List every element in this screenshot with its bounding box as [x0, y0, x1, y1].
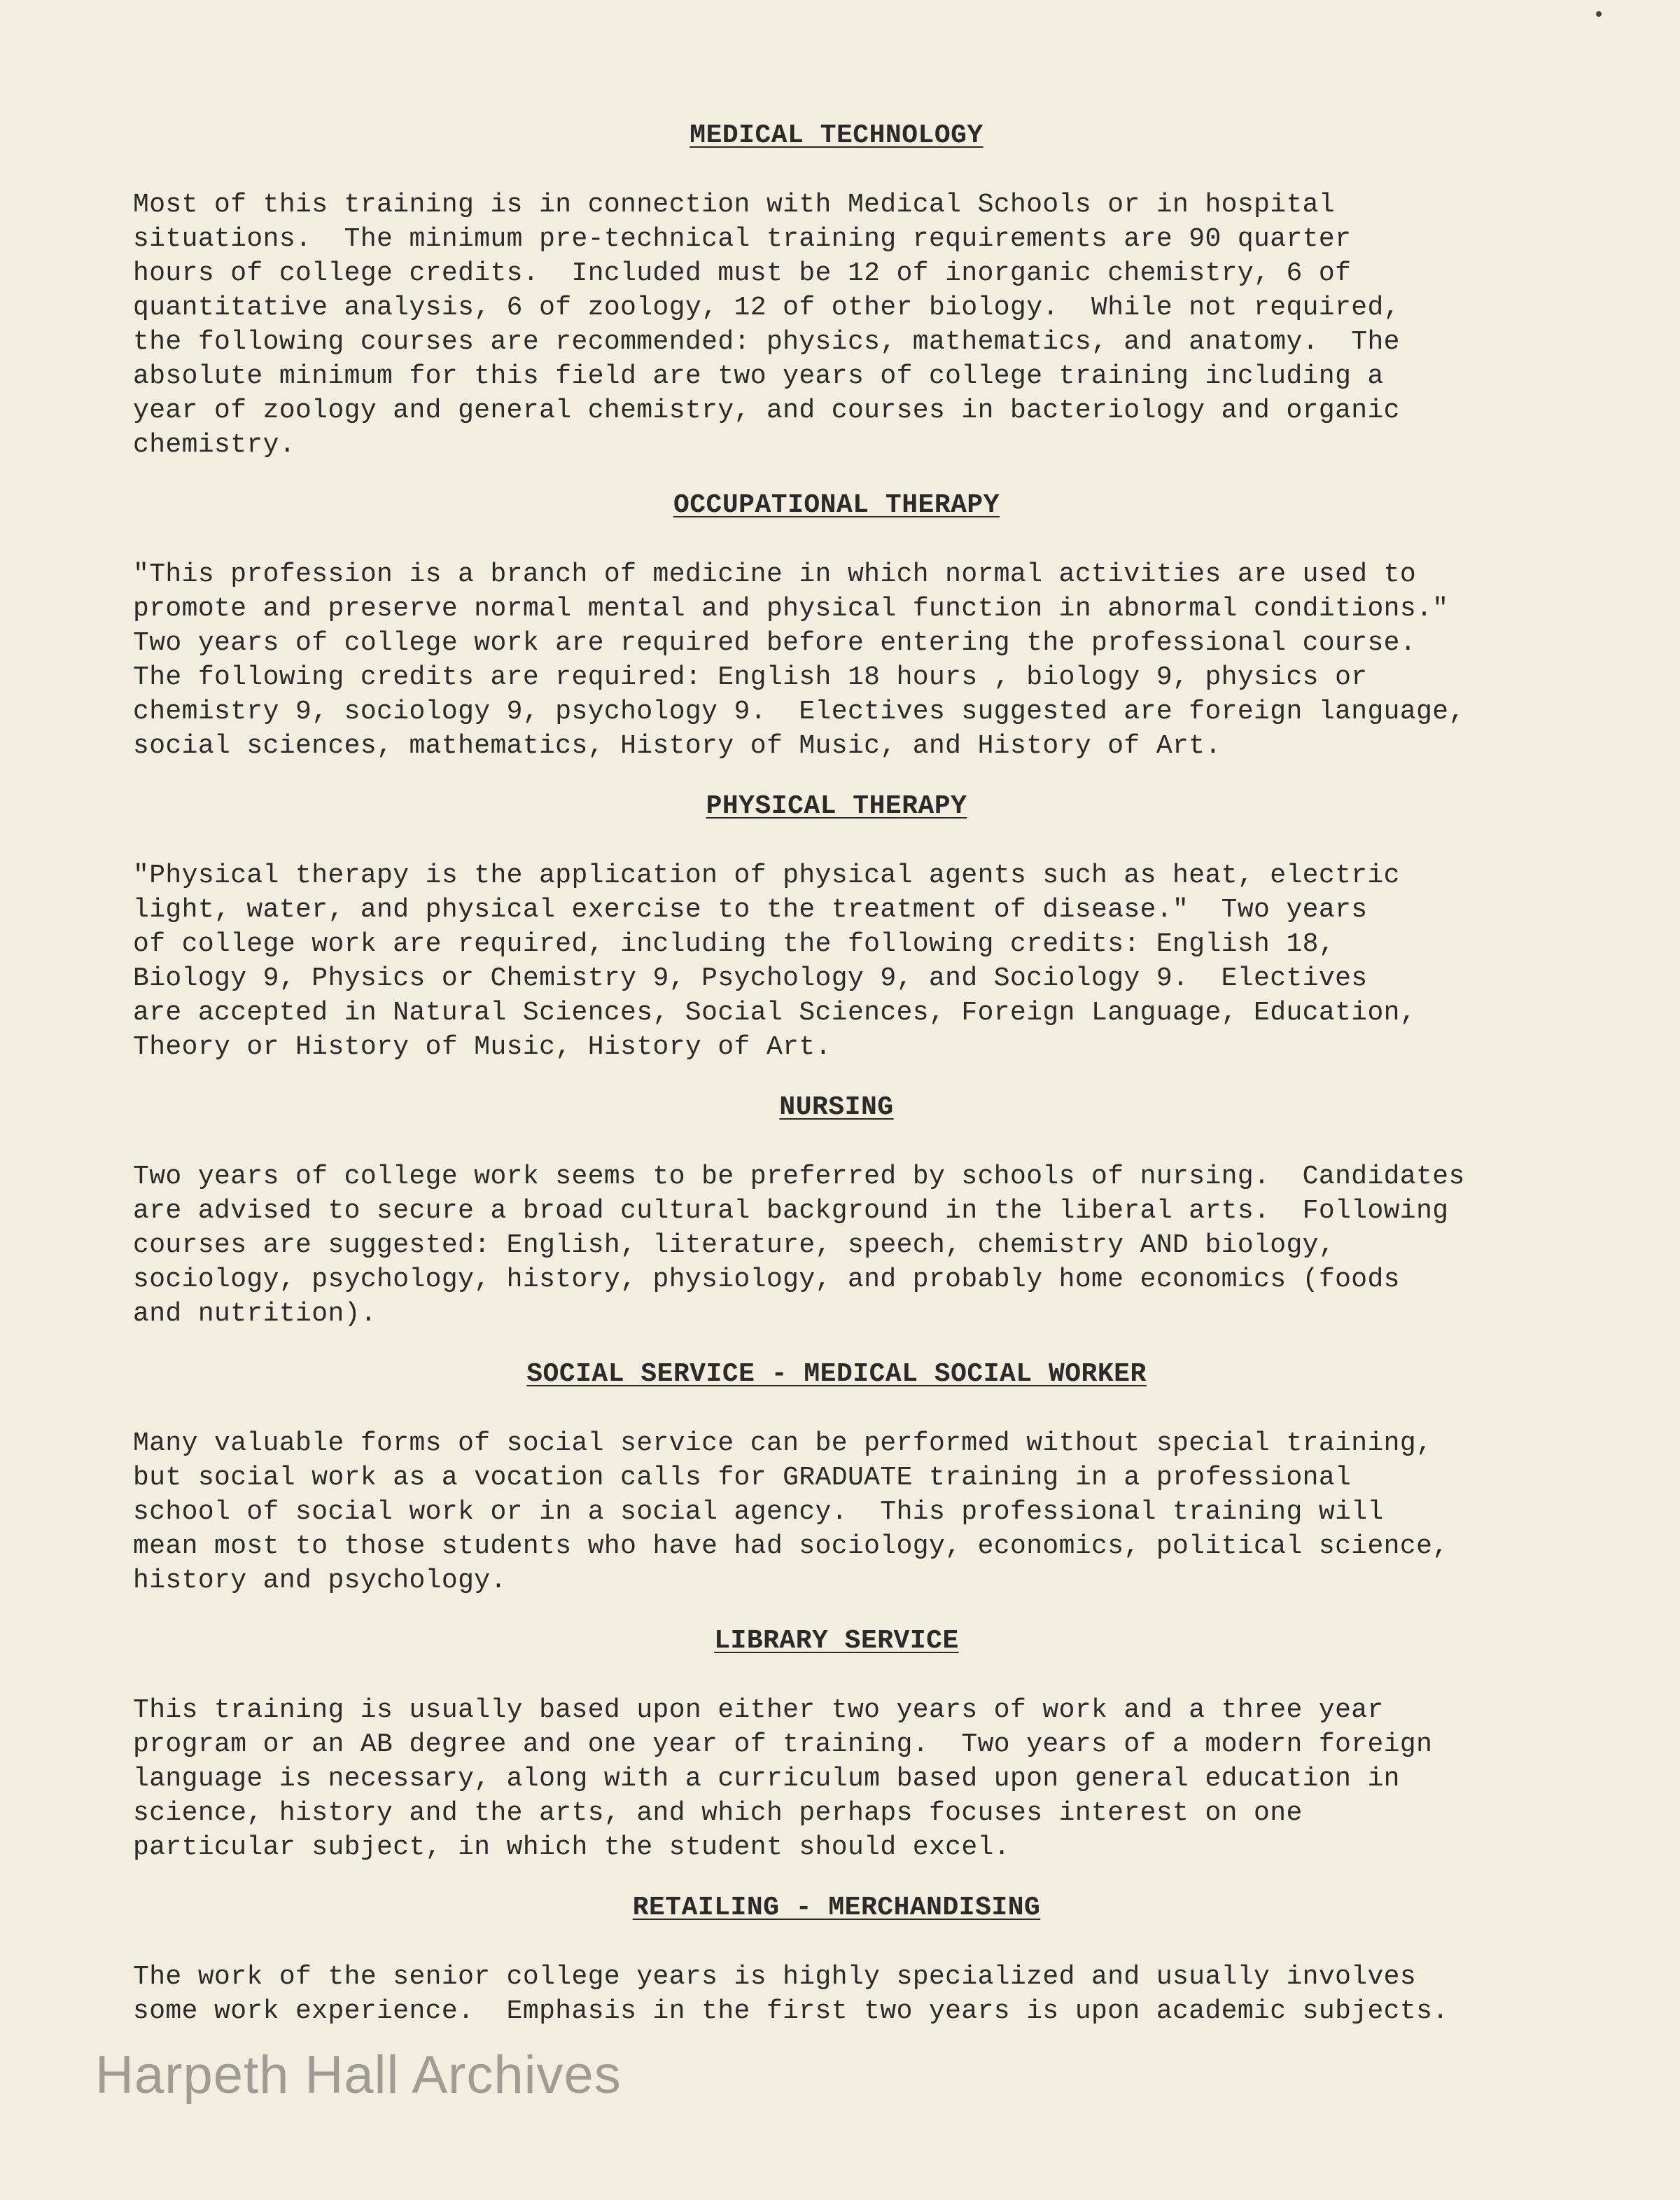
text-line: of college work are required, including the following credits: English 18, [133, 929, 1336, 959]
text-line: and nutrition). [133, 1299, 377, 1329]
text-line: science, history and the arts, and which perhaps focuses interest on one [133, 1798, 1303, 1828]
text-line: sociology, psychology, history, physiology, and probably home economics (foods [133, 1265, 1400, 1295]
text-line: the following courses are recommended: physics, mathematics, and anatomy. The [133, 327, 1400, 357]
text-line: history and psychology. [133, 1566, 507, 1596]
text-line: chemistry 9, sociology 9, psychology 9. Electives suggested are foreign language, [133, 697, 1465, 727]
paragraph-occupational-therapy [133, 557, 1540, 763]
paragraph-nursing [133, 1160, 1540, 1331]
text-line: but social work as a vocation calls for GRADUATE training in a professional [133, 1463, 1352, 1493]
text-line: school of social work or in a social agency. This professional training will [133, 1497, 1384, 1527]
section-title-social-service: SOCIAL SERVICE - MEDICAL SOCIAL WORKER [526, 1359, 1147, 1389]
text-line: light, water, and physical exercise to the treatment of disease." Two years [133, 895, 1368, 925]
text-line: Biology 9, Physics or Chemistry 9, Psychology 9, and Sociology 9. Electives [133, 963, 1368, 994]
text-line: The work of the senior college years is highly specialized and usually involves [133, 1962, 1417, 1992]
text-line: some work experience. Emphasis in the first two years is upon academic subjects. [133, 1996, 1449, 2026]
text-line: "Physical therapy is the application of physical agents such as heat, electric [133, 861, 1400, 891]
section-title-nursing: NURSING [779, 1092, 894, 1122]
text-line: Two years of college work are required before entering the professional course. [133, 628, 1417, 658]
text-line: courses are suggested: English, literature, speech, chemistry AND biology, [133, 1230, 1336, 1260]
text-line: mean most to those students who have had sociology, economics, political science, [133, 1531, 1449, 1561]
section-title-physical-therapy: PHYSICAL THERAPY [706, 791, 967, 821]
text-line: are accepted in Natural Sciences, Social Sciences, Foreign Language, Education, [133, 998, 1417, 1028]
text-line: absolute minimum for this field are two years of college training including a [133, 361, 1384, 391]
text-line: are advised to secure a broad cultural background in the liberal arts. Following [133, 1196, 1449, 1226]
text-line: hours of college credits. Included must be 12 of inorganic chemistry, 6 of [133, 258, 1352, 288]
text-line: quantitative analysis, 6 of zoology, 12 of other biology. While not required, [133, 293, 1400, 323]
text-line: situations. The minimum pre-technical training requirements are 90 quarter [133, 224, 1352, 254]
archive-watermark: Harpeth Hall Archives [95, 2045, 622, 2105]
text-line: The following credits are required: English 18 hours , biology 9, physics or [133, 662, 1368, 692]
text-line: Most of this training is in connection with Medical Schools or in hospital [133, 190, 1336, 220]
text-line: Two years of college work seems to be preferred by schools of nursing. Candidates [133, 1162, 1465, 1192]
text-line: Theory or History of Music, History of Art. [133, 1032, 832, 1062]
paragraph-retailing [133, 1960, 1540, 2028]
paper-speck [1596, 11, 1602, 17]
paragraph-social-service [133, 1426, 1540, 1598]
section-title-medical-technology: MEDICAL TECHNOLOGY [690, 120, 983, 151]
text-line: chemistry. [133, 430, 296, 460]
text-line: year of zoology and general chemistry, and courses in bacteriology and organic [133, 396, 1400, 426]
text-line: particular subject, in which the student should excel. [133, 1832, 1010, 1863]
section-title-library-service: LIBRARY SERVICE [714, 1626, 959, 1656]
paragraph-medical-technology [133, 188, 1540, 462]
text-line: "This profession is a branch of medicine in which normal activities are used to [133, 559, 1417, 590]
text-line: Many valuable forms of social service can be performed without special training, [133, 1428, 1433, 1458]
section-title-retailing: RETAILING - MERCHANDISING [632, 1893, 1041, 1923]
section-title-occupational-therapy: OCCUPATIONAL THERAPY [673, 490, 1000, 520]
paragraph-library-service [133, 1693, 1540, 1865]
text-line: This training is usually based upon either two years of work and a three year [133, 1695, 1384, 1725]
text-line: language is necessary, along with a curriculum based upon general education in [133, 1764, 1400, 1794]
text-line: social sciences, mathematics, History of Music, and History of Art. [133, 731, 1222, 761]
text-line: promote and preserve normal mental and physical function in abnormal conditions." [133, 594, 1449, 624]
paragraph-physical-therapy [133, 858, 1540, 1064]
text-line: program or an AB degree and one year of training. Two years of a modern foreign [133, 1729, 1433, 1760]
